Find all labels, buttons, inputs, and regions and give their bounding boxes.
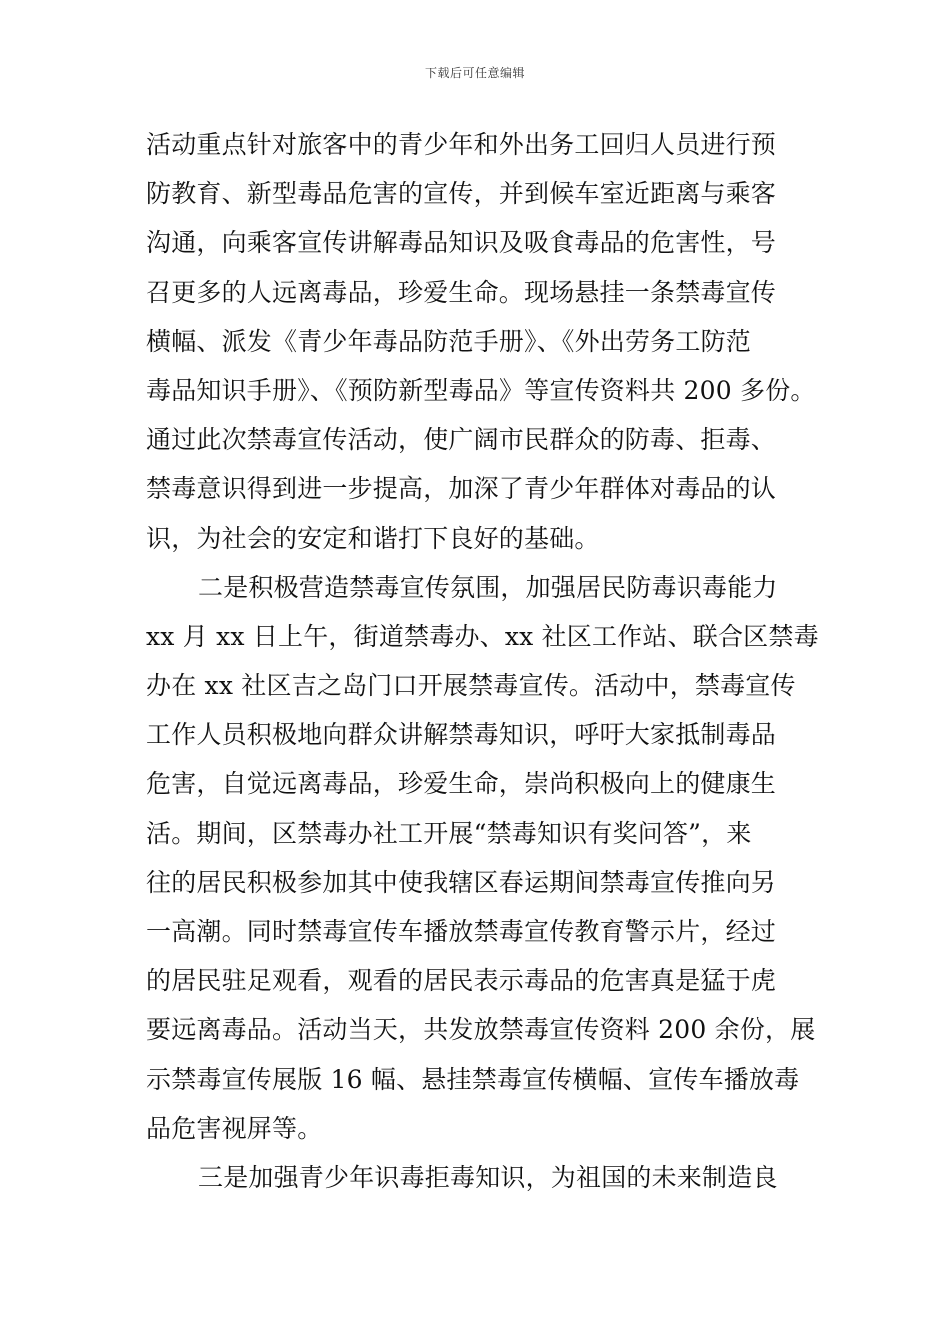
body-line: 示禁毒宣传展版 16 幅、悬挂禁毒宣传横幅、宣传车播放毒 — [146, 1064, 800, 1094]
body-line: 往的居民积极参加其中使我辖区春运期间禁毒宣传推向另 — [146, 867, 777, 897]
body-line: 一高潮。同时禁毒宣传车播放禁毒宣传教育警示片，经过 — [146, 917, 777, 946]
body-line: xx 月 xx 日上午，街道禁毒办、xx 社区工作站、联合区禁毒 — [146, 621, 819, 651]
body-line: 活。期间，区禁毒办社工开展“禁毒知识有奖问答”，来 — [146, 818, 752, 848]
body-line: 办在 xx 社区吉之岛门口开展禁毒宣传。活动中，禁毒宣传 — [146, 671, 796, 701]
paragraph-heading-3: 三是加强青少年识毒拒毒知识，为祖国的未来制造良 — [198, 1162, 778, 1192]
body-line: 的居民驻足观看，观看的居民表示毒品的危害真是猛于虎 — [146, 966, 777, 996]
body-line: 防教育、新型毒品危害的宣传，并到候车室近距离与乘客 — [146, 179, 777, 209]
body-line: 通过此次禁毒宣传活动，使广阔市民群众的防毒、拒毒、 — [146, 425, 777, 455]
body-line: 活动重点针对旅客中的青少年和外出务工回归人员进行预 — [146, 130, 777, 159]
paragraph-heading-2: 二是积极营造禁毒宣传氛围，加强居民防毒识毒能力 — [198, 572, 778, 602]
document-body — [146, 120, 826, 1202]
body-line: 品危害视屏等。 — [146, 1113, 323, 1143]
body-line: 识，为社会的安定和谐打下良好的基础。 — [146, 523, 600, 553]
body-line: 横幅、派发《青少年毒品防范手册》、《外出劳务工防范 — [146, 326, 752, 356]
body-line: 要远离毒品。活动当天，共发放禁毒宣传资料 200 余份，展 — [146, 1015, 816, 1045]
body-line: 沟通，向乘客宣传讲解毒品知识及吸食毒品的危害性，号 — [146, 228, 777, 258]
body-line: 毒品知识手册》、《预防新型毒品》等宣传资料共 200 多份。 — [146, 375, 816, 405]
page-header: 下载后可任意编辑 — [424, 66, 525, 80]
body-line: 危害，自觉远离毒品，珍爱生命，崇尚积极向上的健康生 — [146, 769, 777, 799]
body-line: 工作人员积极地向群众讲解禁毒知识，呼吁大家抵制毒品 — [146, 720, 777, 750]
body-line: 禁毒意识得到进一步提高，加深了青少年群体对毒品的认 — [146, 474, 777, 504]
body-line: 召更多的人远离毒品，珍爱生命。现场悬挂一条禁毒宣传 — [146, 277, 777, 307]
